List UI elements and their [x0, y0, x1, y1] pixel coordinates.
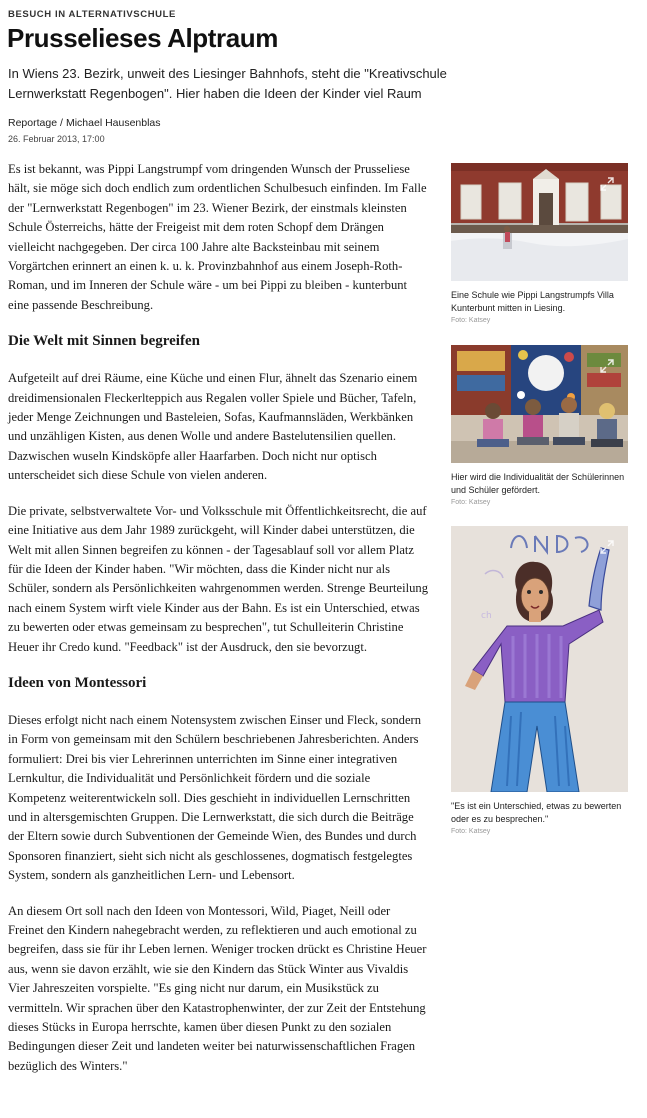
section-heading: Die Welt mit Sinnen begreifen: [8, 333, 200, 350]
drawing-image: [451, 526, 628, 792]
article-paragraph: Es ist bekannt, was Pippi Langstrumpf vom dringenden Wunsch der Prusseliese hält, sie möge sich doch endlich zum ordentlichen Schulbesuch einfinden. Im Falle der "Lernwerkstatt Regenbogen" im 23. Wiener Bezirk, der einstmals kleinsten Schule Österreichs, hätte der Freigeist mit dem roten Schopf dem Drängen vielleicht nachgegeben. Der circa 100 Jahre alte Backsteinbau mit seinem Vorgärtchen erinnert an einen k. u. k. Provinzbahnhof aus einem Joseph-Roth-Roman, und im Inneren der Schule wäre - um bei Pippi zu bleiben - kunterbunt eine passende Beschreibung.: [8, 162, 427, 312]
article-paragraph: Aufgeteilt auf drei Räume, eine Küche und einen Flur, ähnelt das Szenario einem dreidimensionalen Fleckerlteppich aus Regalen voller Spiele und Bücher, Tafeln, jeder Menge Zeichnungen und Basteleien, Sofas, Kaufmannsläden, Werkbänken und unzähligen Kisten, aus denen Wolle und andere Bastelutensilien quellen. Dazwischen wuseln Kindsköpfe aller Haarfarben. Doch nicht nur optisch unterscheidet sich diese Schule von vielen anderen.: [8, 371, 418, 483]
photo-credit: Foto: Katsey: [451, 499, 491, 506]
photo-figure: [451, 345, 628, 506]
enlarge-icon[interactable]: [600, 359, 614, 373]
article-type[interactable]: Reportage: [8, 117, 58, 129]
article-paragraph: Dieses erfolgt nicht nach einem Notensystem zwischen Einser und Fleck, sondern in Form von gemeinsam mit den Schülern beschriebenen Jahresberichten. Anders formuliert: Drei bis vier Lehrerinnen unterrichten im Sinne einer integrativen Lernkultur, die Individualität und Persönlichkeit fördern und die soziale Kompetenz weiterentwickeln soll. Dies geschieht in individuellen Lernschritten und in altersgemischten Gruppen. Die Lernwerkstatt, die sich durch die Beiträge der Eltern sowie durch Subventionen der Gemeinde Wien, des Bundes und durch Sponsoren finanziert, sieht sich nicht als geschlossenes, dogmatisch festgelegtes System, sondern als ganzheitlichen Lern- und Lebensort.: [8, 712, 422, 883]
photo-figure: [451, 526, 628, 835]
publish-date: 26. Februar 2013, 17:00: [8, 134, 105, 144]
photo-caption: "Es ist ein Unterschied, etwas zu bewerten oder es zu besprechen.": [451, 801, 622, 824]
article-paragraph: Die private, selbstverwaltete Vor- und Volksschule mit Öffentlichkeitsrecht, die auf eine Initiative aus dem Jahr 1989 zurückgeht, will Kinder dabei unterstützen, die Welt mit allen Sinnen begreifen zu können - der Tagesablauf soll vor allem Platz für die Ideen der Kinder haben. "Wir möchten, dass die Kinder nicht nur als Schüler, sondern als Persönlichkeiten wahrgenommen werden. Strenge Beurteilung nach einem System wirft viele Kinder aus der Bahn. Es ist ein Unterschied, etwas zu bewerten oder etwas gemeinsam zu besprechen", tut Schulleiterin Christine Heuer ihr Credo kund. "Feedback" ist der Ausdruck, den sie bevorzugt.: [8, 503, 428, 654]
photo-caption: Hier wird die Individualität der Schülerinnen und Schüler gefördert.: [451, 472, 625, 495]
enlarge-icon[interactable]: [600, 540, 614, 554]
photo-credit: Foto: Katsey: [451, 317, 491, 324]
byline-separator: /: [60, 117, 63, 129]
photo-caption: Eine Schule wie Pippi Langstrumpfs Villa Kunterbunt mitten in Liesing.: [451, 290, 614, 313]
enlarge-icon[interactable]: [600, 177, 614, 191]
drawing-photo[interactable]: [451, 526, 628, 792]
article-body: [8, 160, 428, 1092]
photo-credit: Foto: Katsey: [451, 828, 491, 835]
article-paragraph: An diesem Ort soll nach den Ideen von Montessori, Wild, Piaget, Neill oder Freinet den Kindern nahegebracht werden, zu reflektieren und auch emotional zu begreifen, dass sie für ihr Leben lernen. Weniger trocken drückt es Christine Heuer aus, wenn sie davon erzählt, wie sie den Kindern das Stück Winter aus Vivaldis Vier Jahreszeiten vorspielte. "Es ging nicht nur darum, ein Musikstück zu vermitteln. Wir sprachen über den Katastrophenwinter, der zur Zeit der Entstehung dieses Stücks in Europa herrschte, kamen über diesen Punkt zu den sozialen Bedingungen dieser Zeit und landeten weiter bei naturwissenschaftlichen Fragen bezüglich des Winters.": [8, 903, 427, 1073]
article-kicker: BESUCH IN ALTERNATIVSCHULE: [8, 9, 176, 20]
article-lead: In Wiens 23. Bezirk, unweit des Liesinger Bahnhofs, steht die "Kreativschule Lernwerkstatt Regenbogen". Hier haben die Ideen der Kinder viel Raum: [8, 66, 447, 101]
article-headline: Prusselieses Alptraum: [7, 23, 278, 53]
children-photo[interactable]: [451, 345, 628, 463]
svg-text:ch: ch: [481, 611, 492, 621]
author-name[interactable]: Michael Hausenblas: [65, 117, 161, 129]
photo-figure: [451, 163, 628, 324]
byline: [8, 117, 161, 129]
section-heading: Ideen von Montessori: [8, 674, 147, 691]
school-building-photo[interactable]: [451, 163, 628, 281]
